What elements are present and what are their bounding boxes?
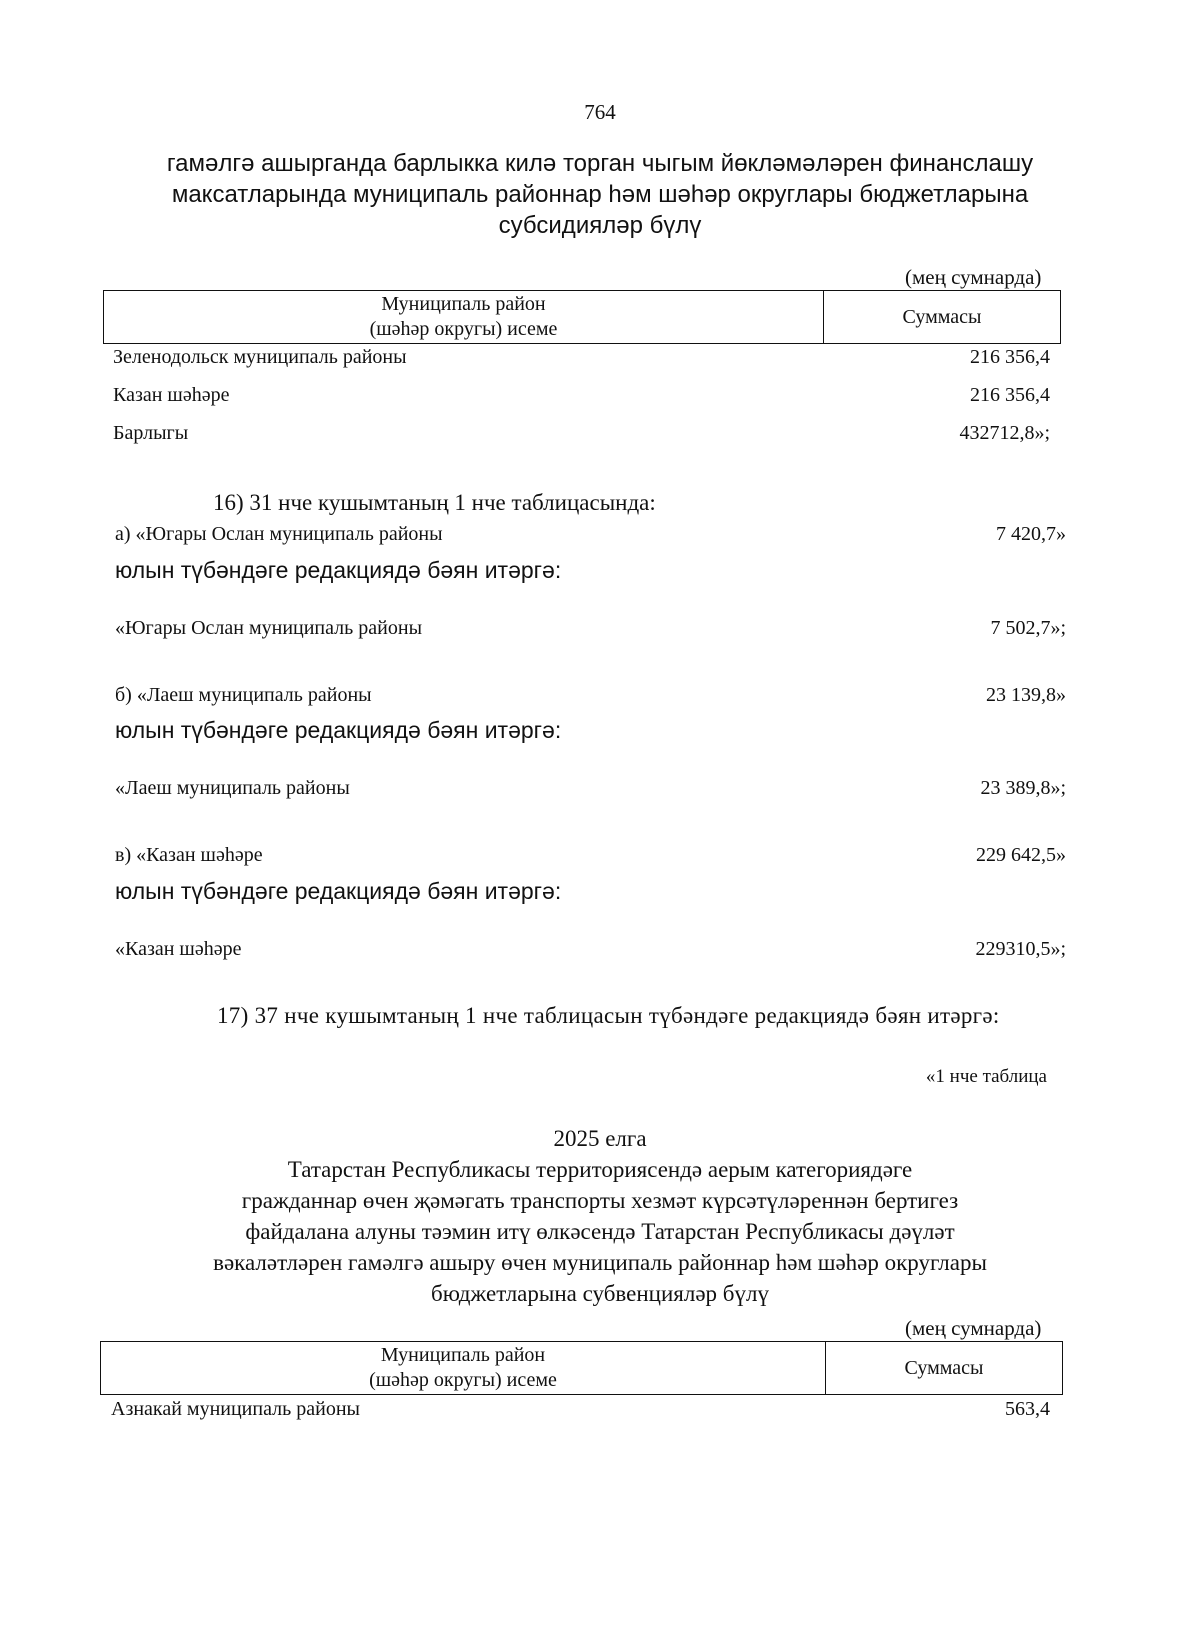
- header-text: Муниципаль район: [381, 293, 546, 315]
- replace-phrase: юлын түбәндәге редакциядә бәян итәргә:: [115, 878, 562, 904]
- title-line: бюджетларына субвенцияләр бүлү: [431, 1281, 769, 1306]
- column-header-name: [104, 291, 824, 343]
- old-row-value: 7 420,7»: [996, 523, 1066, 545]
- old-row-value: 23 139,8»: [986, 684, 1066, 706]
- clause-17-text: 17) 37 нче кушымтаның 1 нче таблицасын түбәндәге редакциядә бәян итәргә:: [217, 1003, 1000, 1028]
- table-row-name: Азнакай муниципаль районы: [111, 1398, 360, 1420]
- title-line: максатларында муниципаль районнар һәм шәһәр округлары бюджетларына: [171, 181, 1029, 208]
- new-row-value: 229310,5»;: [975, 938, 1066, 960]
- header-text: (шәһәр округы) исеме: [369, 1369, 557, 1391]
- new-row-name: «Казан шәһәре: [115, 938, 242, 960]
- table-row-name: Барлыгы: [113, 422, 189, 444]
- table-row-name: Зеленодольск муниципаль районы: [113, 346, 407, 368]
- old-row-name: в) «Казан шәһәре: [115, 844, 263, 866]
- new-row-name: «Югары Ослан муниципаль районы: [115, 617, 423, 639]
- table-label: «1 нче таблица: [925, 1066, 1047, 1087]
- title-line: вәкаләтләрен гамәлгә ашыру өчен муниципаль районнар һәм шәһәр округлары: [213, 1250, 987, 1275]
- header-text: (шәһәр округы) исеме: [369, 318, 558, 340]
- table-row-value: 216 356,4: [970, 384, 1050, 406]
- units-label: (мең сумнарда): [905, 265, 1042, 289]
- table-row-value: 432712,8»;: [959, 422, 1050, 444]
- column-header-amount: Суммасы: [904, 1356, 984, 1379]
- title-line: гамәлгә ашырганда барлыкка килә торган чыгым йөкләмәләрен финанслашу: [166, 150, 1034, 177]
- column-header-amount: Суммасы: [902, 305, 982, 328]
- title-line: Татарстан Республикасы территориясендә аерым категориядәге: [287, 1157, 913, 1182]
- table-row-name: Казан шәһәре: [113, 384, 230, 406]
- replace-phrase: юлын түбәндәге редакциядә бәян итәргә:: [115, 717, 562, 743]
- table-row-value: 216 356,4: [970, 346, 1050, 368]
- new-row-value: 23 389,8»;: [980, 777, 1066, 799]
- title-year: 2025 елга: [553, 1126, 647, 1151]
- header-text: Муниципаль район: [380, 1344, 546, 1366]
- title-line: гражданнар өчен җәмәгать транспорты хезмәт күрсәтүләреннән бертигез: [241, 1188, 959, 1213]
- new-row-value: 7 502,7»;: [990, 617, 1066, 639]
- old-row-name: а) «Югары Ослан муниципаль районы: [115, 523, 443, 545]
- column-header-name: [101, 1342, 826, 1394]
- units-label: (мең сумнарда): [905, 1316, 1042, 1340]
- title-line: субсидияләр бүлү: [498, 212, 702, 239]
- title-line: файдалана алуны тәэмин итү өлкәсендә Татарстан Республикасы дәүләт: [245, 1219, 955, 1244]
- clause-16-title: 16) 31 нче кушымтаның 1 нче таблицасында:: [213, 490, 656, 515]
- new-row-name: «Лаеш муниципаль районы: [115, 777, 350, 799]
- page-number: 764: [584, 100, 616, 124]
- table-header: [100, 1341, 1063, 1395]
- table-row-value: 563,4: [1005, 1398, 1050, 1420]
- section-title-1: [130, 148, 1070, 241]
- table-header: [103, 290, 1061, 344]
- section-title-2: [110, 1123, 1090, 1309]
- old-row-value: 229 642,5»: [976, 844, 1066, 866]
- old-row-name: б) «Лаеш муниципаль районы: [115, 684, 372, 706]
- replace-phrase: юлын түбәндәге редакциядә бәян итәргә:: [115, 557, 562, 583]
